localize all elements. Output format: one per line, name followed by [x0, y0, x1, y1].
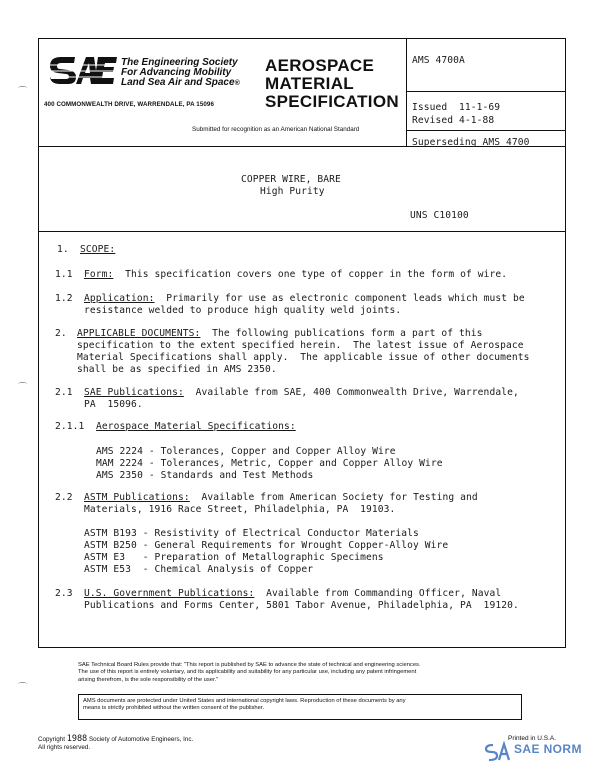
rights-reserved: All rights reserved.	[38, 744, 91, 751]
revision-divider	[406, 130, 566, 131]
ams-list-item: MAM 2224 - Tolerances, Metric, Copper and Copper Alloy Wire	[96, 458, 443, 469]
section-2-2-line-2: Materials, 1916 Race Street, Philadelphia, PA 19103.	[84, 504, 396, 515]
sae-norm-watermark-icon	[484, 741, 514, 763]
margin-punch-mark-icon: ⌒	[18, 383, 28, 393]
section-2-2-number: 2.2	[55, 492, 73, 503]
copyright-notice	[83, 698, 519, 713]
astm-list-item: ASTM B250 - General Requirements for Wrought Copper-Alloy Wire	[84, 540, 449, 551]
section-2-line-3: Material Specifications shall apply. The applicable issue of other documents	[77, 352, 530, 363]
astm-list-item: ASTM B193 - Resistivity of Electrical Conductor Materials	[84, 528, 419, 539]
section-2-1-line-2: PA 15096.	[84, 399, 143, 410]
sae-address: 400 COMMONWEALTH DRIVE, WARRENDALE, PA 15096	[44, 101, 214, 108]
copyright-notice-line-2: means is strictly prohibited without the written consent of the publisher.	[83, 705, 265, 712]
section-2-1-1-number: 2.1.1	[55, 421, 85, 432]
document-number: AMS 4700A	[412, 55, 465, 66]
section-2-number: 2.	[55, 328, 67, 339]
title-line-3: SPECIFICATION	[265, 92, 399, 111]
section-2-text: APPLICABLE DOCUMENTS: The following publications form a part of this	[77, 328, 483, 339]
document-type-title	[265, 57, 399, 111]
superseding-note: Superseding AMS 4700	[412, 137, 530, 148]
sae-norm-watermark: SAE NORM	[514, 742, 582, 756]
society-tagline	[121, 58, 240, 89]
astm-list-item: ASTM E3 - Preparation of Metallographic Specimens	[84, 552, 384, 563]
ams-list-item: AMS 2350 - Standards and Test Methods	[96, 470, 314, 481]
section-1-title: SCOPE:	[80, 244, 116, 255]
printed-in-usa: Printed in U.S.A.	[508, 735, 557, 742]
section-1-2-text-line-2: resistance welded to produce high quality weld joints.	[84, 305, 402, 316]
revised-date: Revised 4-1-88	[412, 115, 495, 126]
copyright-year: 1988	[66, 734, 88, 744]
ams-list-item: AMS 2224 - Tolerances, Copper and Copper Alloy Wire	[96, 446, 396, 457]
docnum-divider	[406, 91, 566, 92]
copyright-notice-line-1: AMS documents are protected under United States and international copyright laws. Reproduction of these documents by any	[83, 698, 406, 704]
section-2-line-4: shall be as specified in AMS 2350.	[77, 364, 277, 375]
section-2-3-number: 2.3	[55, 588, 73, 599]
society-line-1: The Engineering Society	[121, 57, 238, 68]
sae-logo-icon	[46, 54, 118, 88]
society-line-2: For Advancing Mobility	[121, 67, 232, 78]
subject-divider	[38, 231, 566, 232]
astm-list-item: ASTM E53 - Chemical Analysis of Copper	[84, 564, 314, 575]
copyright-line: Copyright 1988 Society of Automotive Engineers, Inc.	[38, 734, 194, 744]
section-2-3-line-2: Publications and Forms Center, 5801 Tabor Avenue, Philadelphia, PA 19120.	[84, 600, 519, 611]
ansi-submission-note: Submitted for recognition as an American National Standard	[192, 126, 360, 133]
spec-title: COPPER WIRE, BARE	[241, 174, 341, 185]
section-1-2-text: Application: Primarily for use as electronic component leads which must be	[84, 293, 525, 304]
margin-punch-mark-icon: ⌒	[18, 683, 28, 693]
board-rules-line-2: The use of this report is entirely voluntary, and its applicability and suitability for any particular use, including any patent infringement	[78, 669, 417, 676]
title-line-2: MATERIAL	[265, 74, 354, 93]
spec-subtitle: High Purity	[260, 186, 325, 197]
uns-number: UNS C10100	[410, 210, 469, 221]
issued-date: Issued 11-1-69	[412, 102, 501, 113]
section-1-2-number: 1.2	[55, 293, 73, 304]
section-2-3-text: U.S. Government Publications: Available from Commanding Officer, Naval	[84, 588, 502, 599]
section-1-1-text: Form: This specification covers one type of copper in the form of wire.	[84, 269, 508, 280]
section-2-1-1-title: Aerospace Material Specifications:	[96, 421, 296, 432]
society-line-3: Land Sea Air and Space®	[121, 77, 240, 88]
board-rules-line-3: arising therefrom, is the sole responsibility of the user."	[78, 676, 219, 683]
section-2-1-number: 2.1	[55, 387, 73, 398]
technical-board-rules	[78, 662, 528, 684]
registered-mark: ®	[234, 80, 240, 87]
margin-punch-mark-icon: ⌒	[18, 87, 28, 97]
board-rules-line-1: SAE Technical Board Rules provide that: "This report is published by SAE to advance the state of technical and engineering sciences.	[78, 662, 421, 668]
section-2-2-text: ASTM Publications: Available from American Society for Testing and	[84, 492, 478, 503]
section-1-1-number: 1.1	[55, 269, 73, 280]
section-2-line-2: specification to the extent specified herein. The latest issue of Aerospace	[77, 340, 524, 351]
title-line-1: AEROSPACE	[265, 56, 375, 75]
section-2-1-text: SAE Publications: Available from SAE, 400 Commonwealth Drive, Warrendale,	[84, 387, 519, 398]
section-1-number: 1.	[57, 244, 69, 255]
